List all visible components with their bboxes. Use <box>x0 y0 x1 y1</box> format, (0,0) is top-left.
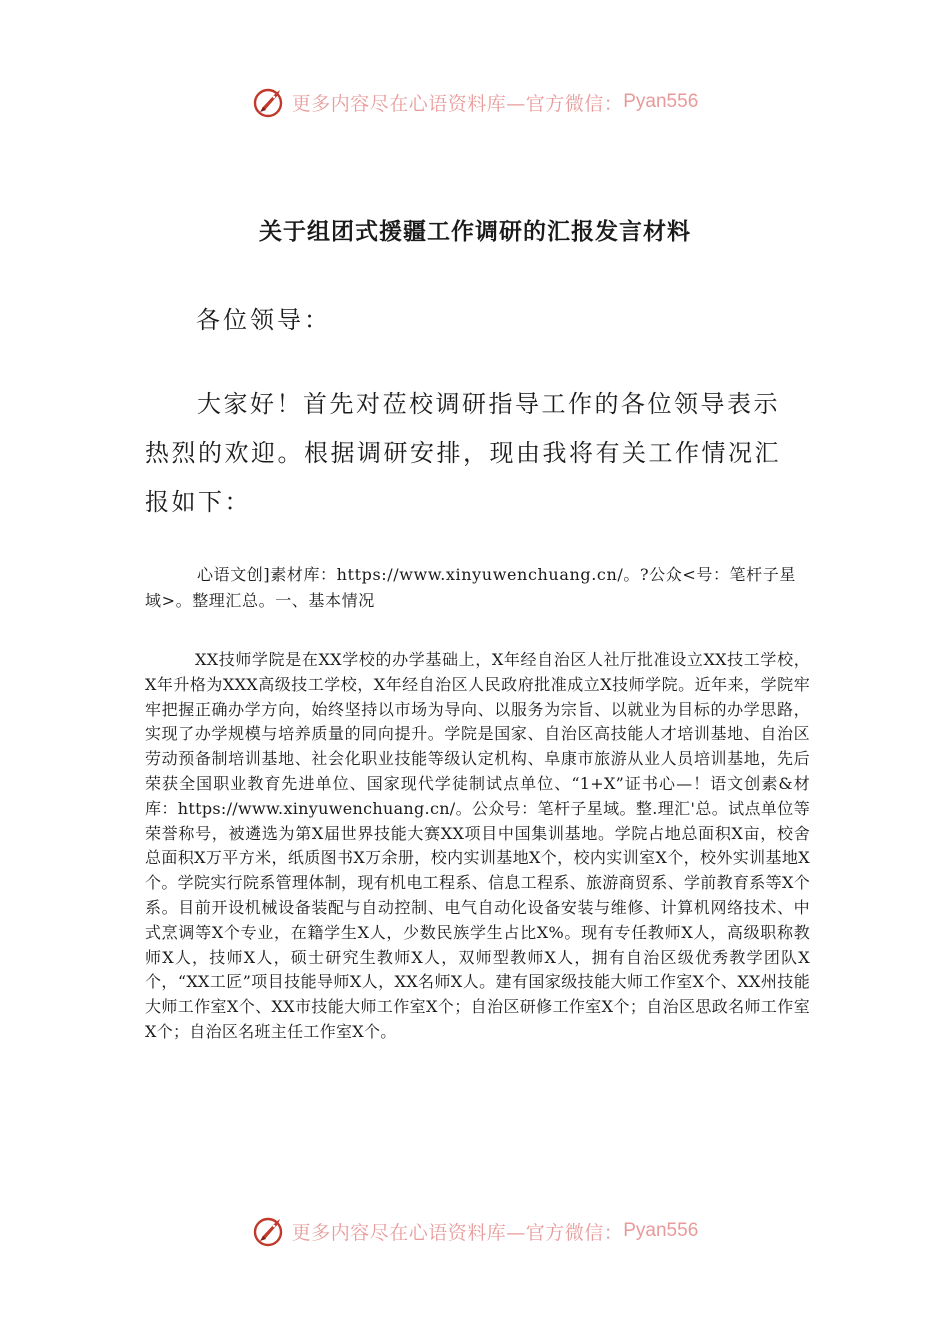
footer-watermark-banner <box>0 1211 950 1251</box>
banner-text: 更多内容尽在心语资料库—官方微信： <box>291 92 624 115</box>
pen-nib-logo-icon <box>252 84 288 120</box>
document-title: 关于组团式援疆工作调研的汇报发言材料 <box>259 219 691 245</box>
source-note-paragraph: 心语文创]素材库：https://www.xinyuwenchuang.cn/。?公众<号：笔杆子星域>。整理汇总。一、基本情况 <box>145 565 796 610</box>
header-watermark-banner <box>0 82 950 122</box>
basic-info-paragraph: XX技师学院是在XX学校的办学基础上，X年经自治区人社厅批准设立XX技工学校，X年升格为XXX高级技工学校，X年经自治区人民政府批准成立X技师学院。近年来，学院牢牢把握正确办学方向，始终坚持以市场为导向、以服务为宗旨、以就业为目标的办学思路，实现了办学规模与培养质量的同向提升。学院是国家、自治区高技能人才培训基地、自治区劳动预备制培训基地、社会化职业技能等级认定机构、阜康市旅游从业人员培训基地，先后荣获全国职业教育先进单位、国家现代学徒制试点单位、“1+X”证书心—！语文创素&材库：https://www.xinyuwenchuang.cn/。公众号：笔杆子星域。整.理汇'总。试点单位等荣誉称号，被遴选为第X届世界技能大赛XX项目中国集训基地。学院占地总面积X亩，校舍总面积X万平方米，纸质图书X万余册，校内实训基地X个，校内实训室X个，校外实训基地X个。学院实行院系管理体制，现有机电工程系、信息工程系、旅游商贸系、学前教育系等X个系。目前开设机械设备装配与自动控制、电气自动化设备安装与维修、计算机网络技术、中式烹调等X个专业，在籍学生X人，少数民族学生占比X%。现有专任教师X人，高级职称教师X人，技师X人，硕士研究生教师X人，双师型教师X人，拥有自治区级优秀教学团队X个，“XX工匠”项目技能导师X人，XX名师X人。建有国家级技能大师工作室X个、XX州技能大师工作室X个、XX市技能大师工作室X个；自治区研修工作室X个；自治区思政名师工作室X个；自治区名班主任工作室X个。 <box>145 650 811 1041</box>
pen-nib-logo-icon <box>252 1213 288 1249</box>
banner-wechat-id: Pyan556 <box>623 91 699 112</box>
banner-wechat-id: Pyan556 <box>623 1220 699 1241</box>
intro-paragraph: 大家好！首先对莅校调研指导工作的各位领导表示热烈的欢迎。根据调研安排，现由我将有关工作情况汇报如下： <box>145 390 781 516</box>
banner-text: 更多内容尽在心语资料库—官方微信： <box>291 1221 624 1244</box>
salutation: 各位领导： <box>196 306 331 334</box>
